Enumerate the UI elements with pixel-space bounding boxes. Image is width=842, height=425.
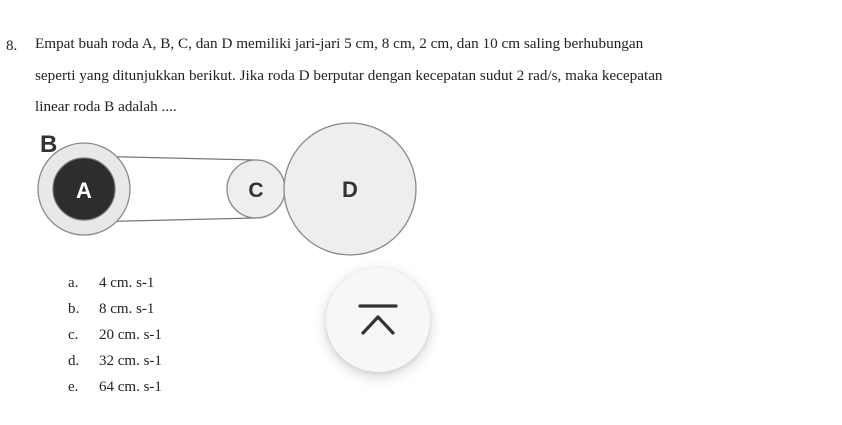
- label-b: B: [40, 131, 58, 158]
- question-line: seperti yang ditunjukkan berikut. Jika roda D berputar dengan kecepatan sudut 2 rad/s, maka kecepatan: [35, 66, 663, 84]
- question-number: 8.: [6, 38, 18, 54]
- option-d: [68, 350, 162, 376]
- label-c: C: [248, 179, 264, 202]
- answer-options: [68, 272, 162, 402]
- option-text: 64 cm. s-1: [99, 379, 162, 395]
- question-line: Empat buah roda A, B, C, dan D memiliki jari-jari 5 cm, 8 cm, 2 cm, dan 10 cm saling berhubungan: [35, 35, 644, 52]
- option-letter: e.: [68, 379, 79, 395]
- option-text: 32 cm. s-1: [99, 353, 162, 369]
- scroll-to-top-button[interactable]: [326, 268, 430, 372]
- option-e: [68, 376, 162, 402]
- label-d: D: [342, 177, 358, 202]
- option-text: 8 cm. s-1: [99, 301, 155, 317]
- option-letter: b.: [68, 301, 80, 317]
- option-text: 4 cm. s-1: [99, 275, 155, 291]
- question-text: [35, 28, 825, 123]
- chevron-up-bar-icon: [356, 302, 400, 338]
- option-c: [68, 324, 162, 350]
- option-letter: c.: [68, 327, 79, 343]
- option-b: [68, 298, 162, 324]
- option-letter: d.: [68, 353, 80, 369]
- option-letter: a.: [68, 275, 79, 291]
- question-line: linear roda B adalah ....: [35, 98, 177, 115]
- label-a: A: [76, 178, 92, 203]
- option-a: [68, 272, 162, 298]
- wheels-diagram: [30, 118, 430, 258]
- option-text: 20 cm. s-1: [99, 327, 162, 343]
